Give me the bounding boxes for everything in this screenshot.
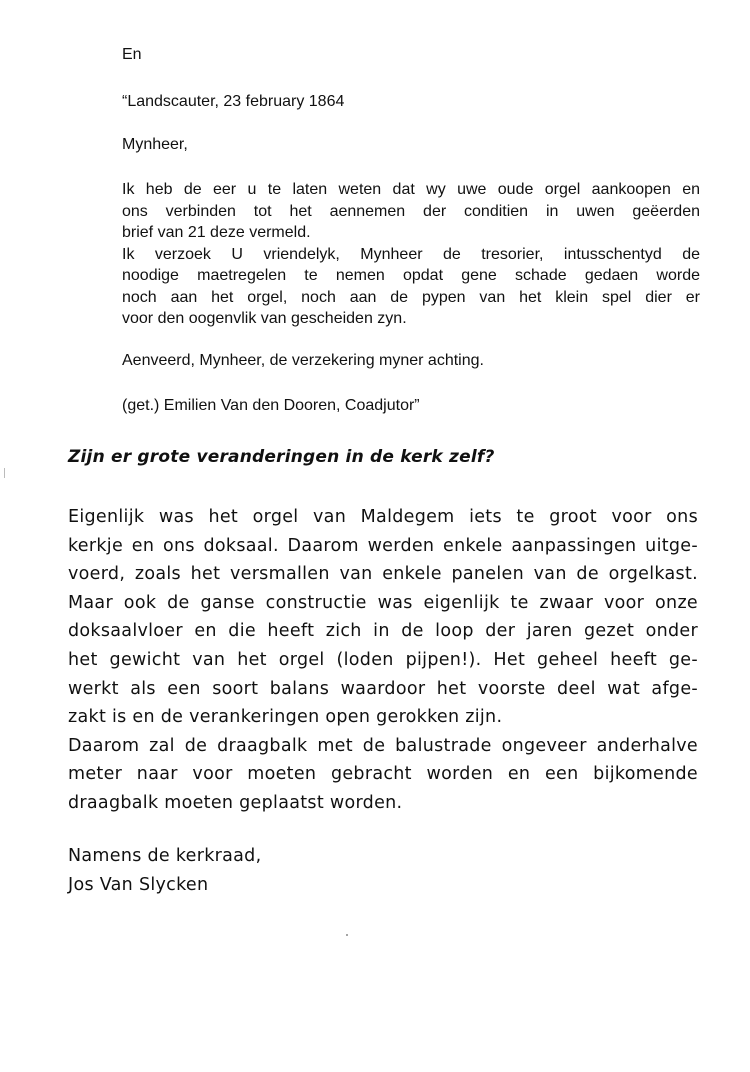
- body-line: Eigenlijk was het orgel van Maldegem iets te groot voor ons: [68, 507, 698, 527]
- letter-salutation: Mynheer,: [122, 136, 188, 153]
- body-line: voerd, zoals het versmallen van enkele panelen van de orgelkast.: [68, 564, 698, 585]
- body-line: werkt als een soort balans waardoor het voorste deel wat afge-: [68, 678, 698, 699]
- body-line: Daarom zal de draagbalk met de balustrade ongeveer anderhalve: [68, 735, 698, 756]
- sign-off-block: [68, 842, 261, 899]
- section-heading: Zijn er grote veranderingen in de kerk zelf?: [68, 447, 495, 467]
- body-line: kerkje en ons doksaal. Daarom werden enkele aanpassingen uitge-: [68, 535, 698, 556]
- letter-line: Ik verzoek U vriendelyk, Mynheer de tresorier, intusschentyd de: [122, 245, 700, 263]
- body-line: meter naar voor moeten gebracht worden en een bijkomende: [68, 764, 698, 785]
- scan-speck: [346, 934, 348, 936]
- scan-edge-mark: [4, 468, 5, 478]
- letter-signature: (get.) Emilien Van den Dooren, Coadjutor”: [122, 397, 420, 414]
- letter-place-date: “Landscauter, 23 february 1864: [122, 93, 345, 110]
- letter-line: Ik heb de eer u te laten weten dat wy uwe oude orgel aankoopen en: [122, 181, 700, 198]
- author-name: Jos Van Slycken: [68, 874, 209, 895]
- body-line: zakt is en de verankeringen open gerokken zijn.: [68, 707, 503, 728]
- letter-line: ons verbinden tot het aennemen der conditien in uwen geëerden: [122, 202, 700, 220]
- letter-opening: En: [122, 46, 142, 63]
- body-line: doksaalvloer en die heeft zich in de loop der jaren gezet onder: [68, 621, 698, 642]
- letter-closing: Aenveerd, Mynheer, de verzekering myner achting.: [122, 352, 484, 369]
- body-line: het gewicht van het orgel (loden pijpen!). Het geheel heeft ge-: [68, 649, 698, 670]
- letter-line: noodige maetregelen te nemen opdat gene schade gedaen worde: [122, 267, 700, 284]
- sign-off: Namens de kerkraad,: [68, 846, 262, 866]
- body-line: Maar ook de ganse constructie was eigenlijk te zwaar voor onze: [68, 592, 698, 613]
- body-line: draagbalk moeten geplaatst worden.: [68, 792, 403, 813]
- letter-line: noch aan het orgel, noch aan de pypen van het klein spel dier er: [122, 288, 700, 306]
- letter-line: brief van 21 deze vermeld.: [122, 224, 311, 241]
- letter-paragraph: [122, 179, 700, 330]
- section-body: [68, 503, 698, 818]
- letter-line: voor den oogenvlik van gescheiden zyn.: [122, 310, 407, 327]
